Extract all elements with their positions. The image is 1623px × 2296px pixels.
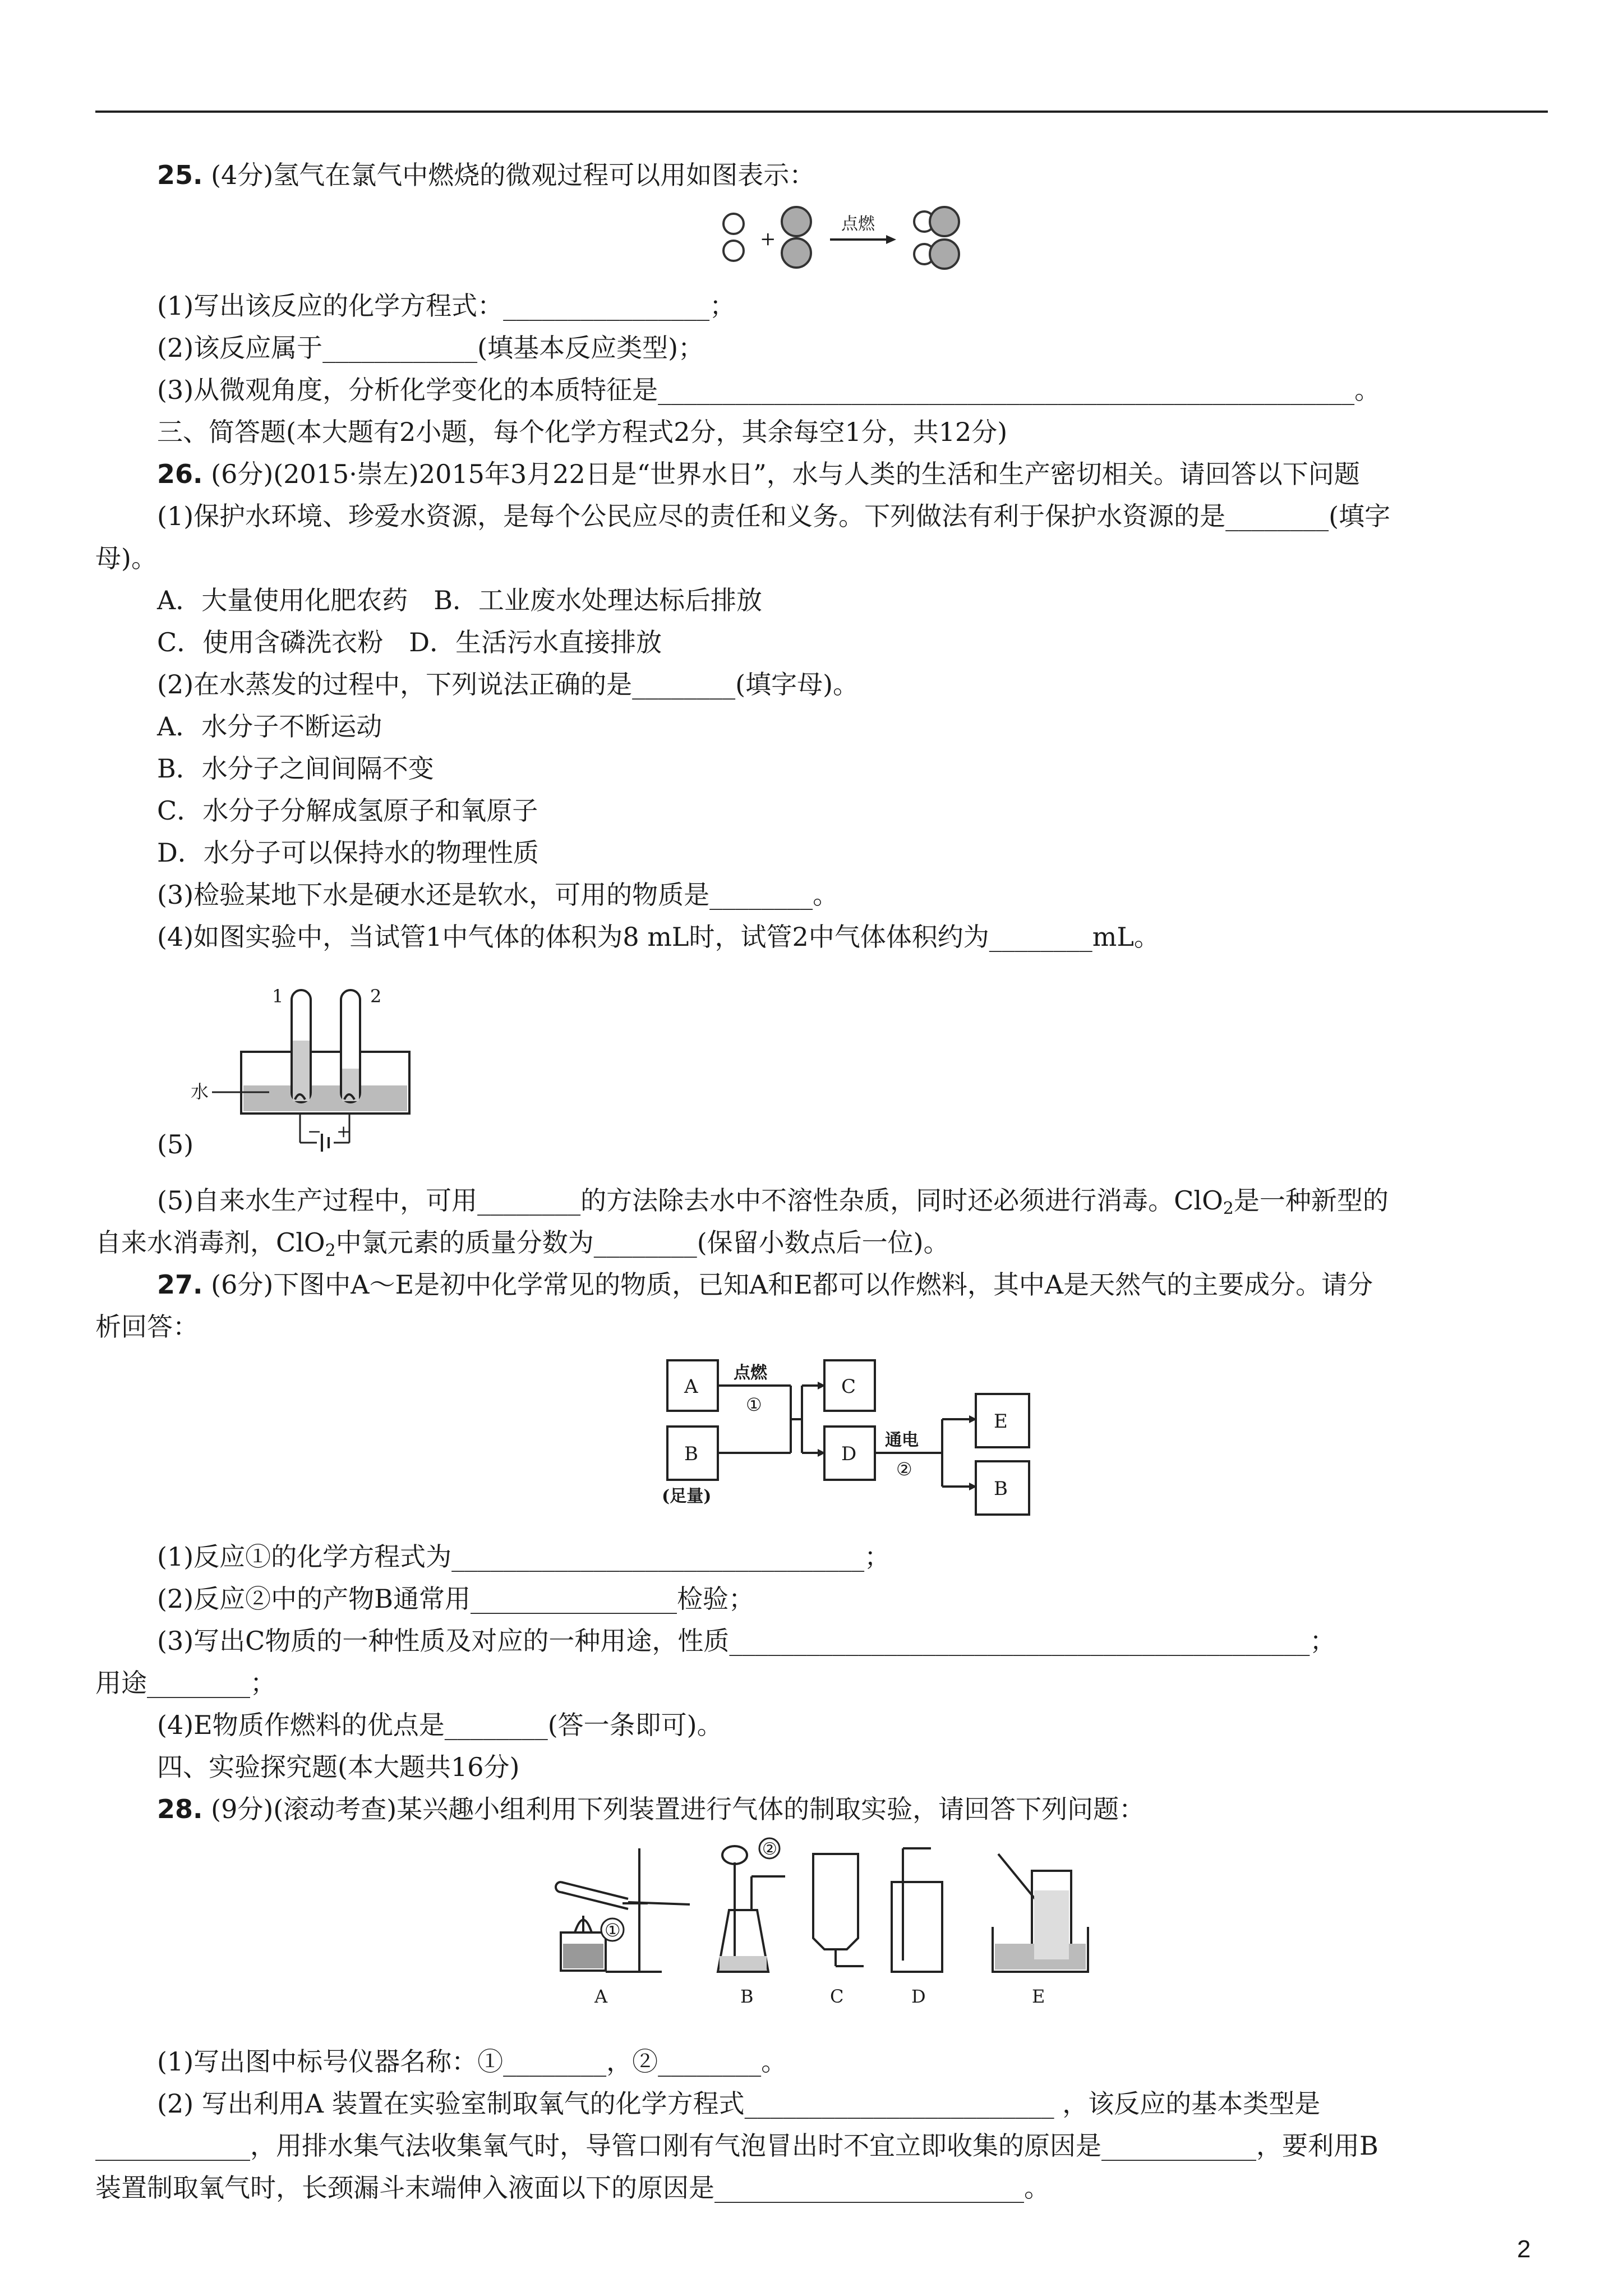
tube1-water <box>293 1041 310 1101</box>
q27-part4: (4)E物质作燃料的优点是________(答一条即可)。 <box>157 1710 723 1740</box>
reaction-number-1: ① <box>746 1394 762 1415</box>
q27-part1: (1)反应①的化学方程式为________________________________； <box>157 1542 891 1572</box>
q26-part5-cont: 自来水消毒剂，ClO$_2$中氯元素的质量分数为________(保留小数点后一位)。 <box>95 1227 949 1260</box>
q27-part3-cont: 用途________； <box>95 1668 276 1698</box>
apparatus-b <box>718 1846 785 1972</box>
section-four-heading: 四、实验探究题(本大题共16分) <box>157 1752 520 1782</box>
h-atom <box>723 214 744 234</box>
label-c: C <box>830 1986 844 2005</box>
cl-atom <box>782 238 811 268</box>
q26-options-cd: C．使用含磷洗衣粉 D．生活污水直接排放 <box>157 627 662 657</box>
q26-part1: (1)保护水环境、珍爱水资源，是每个公民应尽的责任和义务。下列做法有利于保护水资源的是________(填字 <box>157 501 1391 531</box>
arrow-condition: 点燃 <box>841 214 875 234</box>
q25-molecule-figure <box>718 205 965 274</box>
q28-stem: 28. (9分)(滚动考查)某兴趣小组利用下列装置进行气体的制取实验，请回答下列问题： <box>157 1794 1145 1824</box>
svg-text:(足量): (足量) <box>662 1487 712 1506</box>
negative-terminal: − <box>307 1122 322 1142</box>
q26-option-a: A．水分子不断运动 <box>157 711 382 742</box>
label-b: B <box>740 1986 754 2005</box>
positive-terminal: + <box>336 1122 351 1142</box>
plus-sign: + <box>760 228 776 250</box>
cl-atom <box>930 207 959 236</box>
reaction-number-2: ② <box>896 1458 912 1480</box>
instrument-mark-2: ② <box>762 1839 777 1859</box>
q28-part2-cont2: 装置制取氧气时，长颈漏斗末端伸入液面以下的原因是________________________。 <box>95 2173 1050 2203</box>
tube2-label: 2 <box>370 986 382 1007</box>
lamp-fuel <box>563 1944 603 1968</box>
svg-text:A: A <box>684 1375 698 1398</box>
q26-option-c: C．水分子分解成氢原子和氧原子 <box>157 795 538 826</box>
cl-atom <box>930 240 959 269</box>
q26-part3: (3)检验某地下水是硬水还是软水，可用的物质是________。 <box>157 880 839 910</box>
q26-option-d: D．水分子可以保持水的物理性质 <box>157 838 539 868</box>
tube1-label: 1 <box>272 986 284 1007</box>
svg-text:B: B <box>684 1443 698 1465</box>
q25-part1: (1)写出该反应的化学方程式：________________； <box>157 291 736 321</box>
svg-text:D: D <box>841 1443 857 1465</box>
svg-text:C: C <box>841 1375 856 1398</box>
q27-part3: (3)写出C物质的一种性质及对应的一种用途，性质_____________________________________________； <box>157 1626 1336 1656</box>
q28-part1: (1)写出图中标号仪器名称：①________，②________。 <box>157 2046 787 2077</box>
apparatus-c <box>813 1854 864 1966</box>
q26-part4: (4)如图实验中，当试管1中气体的体积为8 mL时，试管2中气体体积约为________mL。 <box>157 922 1160 952</box>
apparatus-d <box>892 1848 942 1972</box>
flask-liquid <box>720 1956 767 1971</box>
q25-stem: 25. (4分)氢气在氯气中燃烧的微观过程可以用如图表示： <box>157 160 815 190</box>
q26-figure-caption: (5) <box>157 1129 194 1159</box>
q26-options-ab: A．大量使用化肥农药 B．工业废水处理达标后排放 <box>157 585 763 615</box>
q25-part3: (3)从微观角度，分析化学变化的本质特征是______________________________________________________。 <box>157 375 1381 405</box>
condition-electrolysis: 通电 <box>885 1430 919 1450</box>
svg-text:E: E <box>994 1410 1008 1433</box>
h-atom <box>723 241 744 261</box>
gas-bottle-water <box>1034 1890 1069 1959</box>
label-e: E <box>1032 1986 1045 2005</box>
label-a: A <box>594 1986 608 2005</box>
instrument-mark-1: ① <box>605 1920 621 1941</box>
q27-stem-cont: 析回答： <box>95 1312 199 1342</box>
label-d: D <box>911 1986 926 2005</box>
q26-part1-cont: 母)。 <box>95 543 157 573</box>
q28-part2-cont1: ____________，用排水集气法收集氧气时，导管口刚有气泡冒出时不宜立即收集的原因是____________，要利用B <box>95 2131 1378 2161</box>
q27-flow-diagram <box>662 1355 1054 1536</box>
q27-stem: 27. (6分)下图中A～E是初中化学常见的物质，已知A和E都可以作燃料，其中A是天然气的主要成分。请分 <box>157 1269 1373 1300</box>
page-number: 2 <box>1517 2235 1531 2263</box>
trough-water <box>243 1085 407 1111</box>
lab-apparatus-figure <box>550 1837 1133 2008</box>
q26-option-b: B．水分子之间间隔不变 <box>157 753 434 784</box>
q28-part2: (2) 写出利用A 装置在实验室制取氧气的化学方程式________________________ ，该反应的基本类型是 <box>157 2088 1321 2119</box>
q26-stem: 26. (6分)(2015·崇左)2015年3月22日是“世界水日”，水与人类的生活和生产密切相关。请回答以下问题 <box>157 459 1360 489</box>
q25-part2: (2)该反应属于____________(填基本反应类型)； <box>157 333 704 363</box>
condition-ignite: 点燃 <box>734 1363 767 1383</box>
header-rule <box>95 111 1548 113</box>
q27-part2: (2)反应②中的产物B通常用________________检验； <box>157 1584 754 1614</box>
section-three-heading: 三、简答题(本大题有2小题，每个化学方程式2分，其余每空1分，共12分) <box>157 417 1008 447</box>
q26-part2: (2)在水蒸发的过程中，下列说法正确的是________(填字母)。 <box>157 669 859 700</box>
cl-atom <box>782 207 811 236</box>
water-label: 水 <box>191 1081 209 1102</box>
q26-part5: (5)自来水生产过程中，可用________的方法除去水中不溶性杂质，同时还必须进行消毒。ClO$_2$是一种新型的 <box>157 1185 1389 1218</box>
electrolysis-figure <box>185 979 421 1161</box>
tube2-water <box>342 1069 359 1101</box>
svg-text:B: B <box>994 1478 1008 1500</box>
arrowhead-icon <box>886 235 896 244</box>
